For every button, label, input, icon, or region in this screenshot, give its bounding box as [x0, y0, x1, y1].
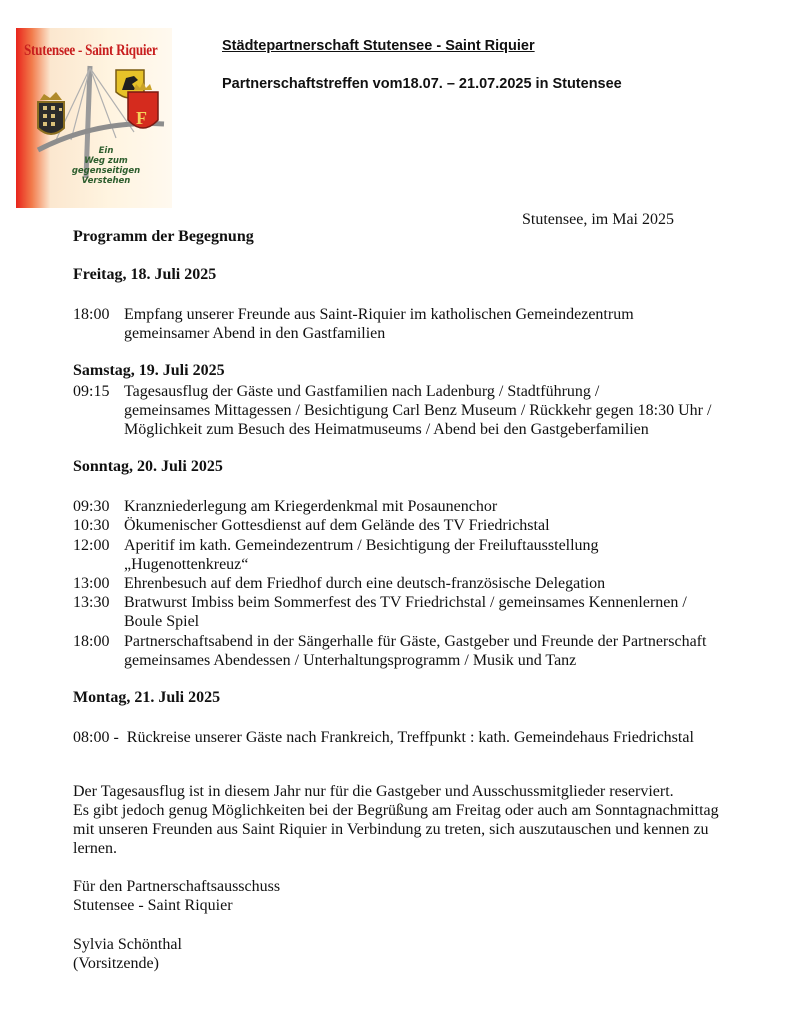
schedule-time: 10:30 — [73, 517, 110, 534]
schedule-time: 13:30 — [73, 594, 110, 611]
schedule-time: 09:30 — [73, 498, 110, 515]
logo-title: Stutensee - Saint Riquier — [24, 42, 158, 59]
committee-signoff: Für den Partnerschaftsausschuss Stutensee - Saint Riquier — [73, 878, 281, 914]
day-heading-friday: Freitag, 18. Juli 2025 — [73, 266, 217, 283]
signatory-name: Sylvia Schönthal — [73, 936, 182, 953]
schedule-time: 18:00 — [73, 306, 110, 323]
schedule-time: 13:00 — [73, 575, 110, 592]
program-title: Programm der Begegnung — [73, 228, 254, 245]
notice-paragraph: Der Tagesausflug ist in diesem Jahr nur für die Gastgeber und Ausschussmitglieder reserviert. Es gibt jedoch genug Möglichkeiten bei der Begrüßung am Freitag oder auch am Sonntagnachmittag mit unseren Freunden aus Saint Riquier in Verbindung zu treten, sich auszutauschen und kennen zu lernen. — [73, 783, 719, 857]
schedule-description: Bratwurst Imbiss beim Sommerfest des TV Friedrichstal / gemeinsames Kennenlernen / Boule Spiel — [124, 594, 687, 630]
schedule-description: Kranzniederlegung am Kriegerdenkmal mit Posaunenchor — [124, 498, 498, 515]
day-heading-monday: Montag, 21. Juli 2025 — [73, 689, 221, 706]
schedule-description: Aperitif im kath. Gemeindezentrum / Besichtigung der Freiluftausstellung „Hugenottenkreuz“ — [124, 537, 599, 573]
place-and-date: Stutensee, im Mai 2025 — [522, 211, 674, 228]
schedule-description: Empfang unserer Freunde aus Saint-Riquier im katholischen Gemeindezentrum gemeinsamer Abend in den Gastfamilien — [124, 306, 634, 342]
schedule-time: 09:15 — [73, 383, 110, 400]
day-heading-sunday: Sonntag, 20. Juli 2025 — [73, 458, 223, 475]
schedule-description: Ökumenischer Gottesdienst auf dem Gelände des TV Friedrichstal — [124, 517, 550, 534]
schedule-time: 12:00 — [73, 537, 110, 554]
schedule-time: 08:00 - — [73, 729, 119, 746]
logo-shield-letter: F — [136, 108, 147, 128]
logo-motto: Ein Weg zum gegenseitigen Verstehen — [71, 146, 141, 186]
schedule-description: Partnerschaftsabend in der Sängerhalle für Gäste, Gastgeber und Freunde der Partnerschaft gemeinsames Abendessen / Unterhaltungsprogramm / Musik und Tanz — [124, 633, 707, 669]
event-subheading: Partnerschaftstreffen vom18.07. – 21.07.2025 in Stutensee — [222, 76, 622, 92]
schedule-description: Rückreise unserer Gäste nach Frankreich, Treffpunkt : kath. Gemeindehaus Friedrichstal — [126, 729, 694, 746]
letter-heading: Städtepartnerschaft Stutensee - Saint Riquier — [222, 38, 535, 54]
schedule-description: Tagesausflug der Gäste und Gastfamilien nach Ladenburg / Stadtführung / gemeinsames Mittagessen / Besichtigung Carl Benz Museum / Rückkehr gegen 18:30 Uhr / Möglichkeit zum Besuch des Heimatmuseums / Abend bei den Gastgeberfamilien — [124, 383, 712, 438]
signatory — [73, 935, 182, 973]
schedule-description: Ehrenbesuch auf dem Friedhof durch eine deutsch-französische Delegation — [124, 575, 606, 592]
day-heading-saturday: Samstag, 19. Juli 2025 — [73, 362, 225, 379]
signatory-role: (Vorsitzende) — [73, 955, 159, 972]
partnership-logo — [16, 28, 172, 208]
schedule-time: 18:00 — [73, 633, 110, 650]
schedule-item — [73, 729, 694, 747]
